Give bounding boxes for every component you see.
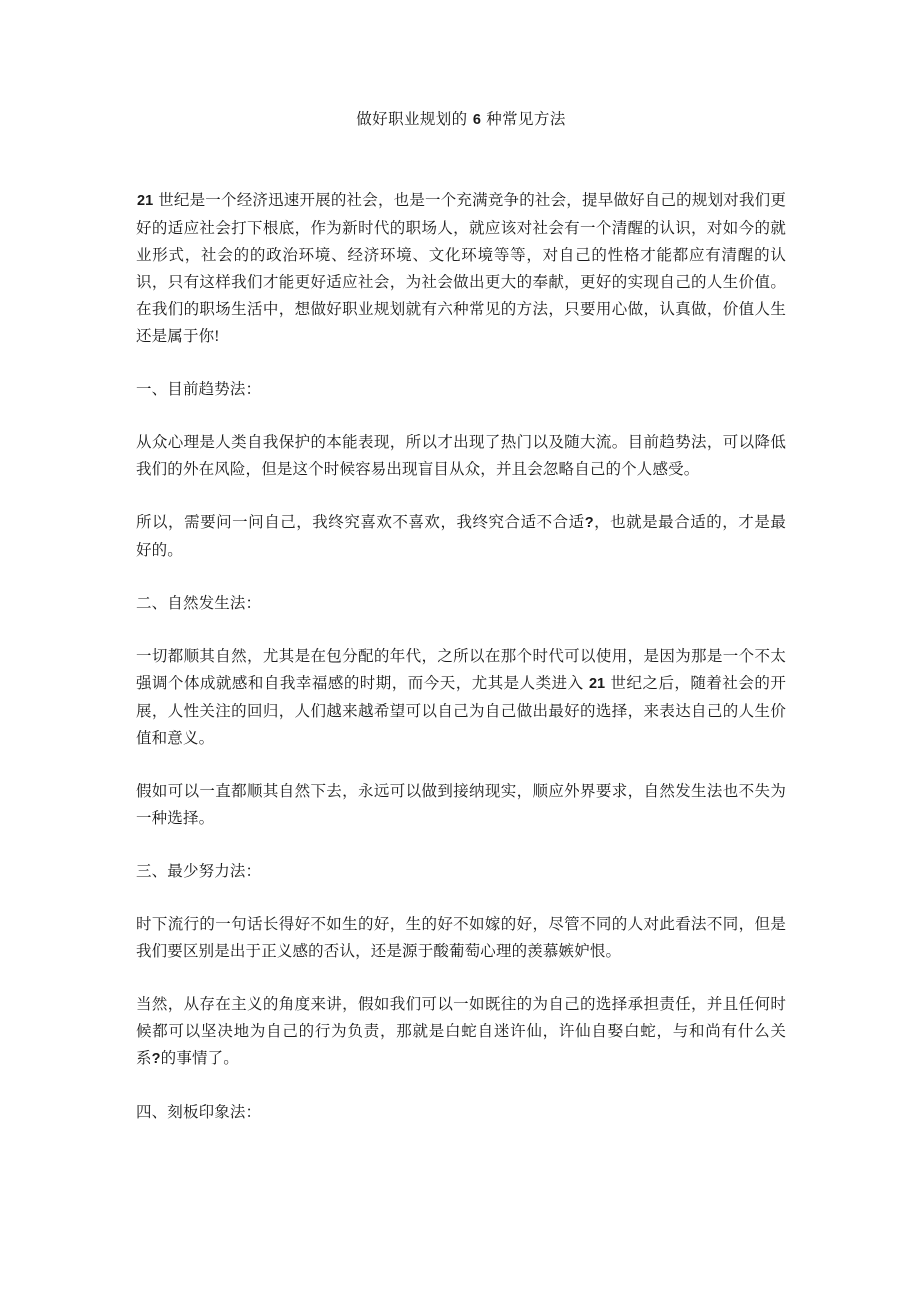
section-heading-3: 三、最少努力法： bbox=[136, 863, 262, 880]
paragraph-2-2: 假如可以一直都顺其自然下去，永远可以做到接纳现实，顺应外界要求，自然发生法也不失为一种选择。 bbox=[136, 783, 786, 827]
latin-numeral: 21 bbox=[588, 676, 606, 692]
question-mark: ? bbox=[584, 515, 594, 531]
paragraph-1-1: 从众心理是人类自我保护的本能表现，所以才出现了热门以及随大流。目前趋势法，可以降低我们的外在风险，但是这个时候容易出现盲目从众，并且会忽略自己的个人感受。 bbox=[136, 434, 786, 478]
paragraph-3-2: 当然，从存在主义的角度来讲，假如我们可以一如既往的为自己的选择承担责任，并且任何时候都可以坚决地为自己的行为负责，那就是白蛇自迷许仙，许仙自娶白蛇，与和尚有什么关系?的事情了。 bbox=[136, 996, 786, 1067]
paragraph-1-2: 所以，需要问一问自己，我终究喜欢不喜欢，我终究合适不合适?，也就是最合适的，才是最好的。 bbox=[136, 514, 786, 559]
latin-numeral: 21 bbox=[137, 193, 154, 209]
page-title: 做好职业规划的 6 种常见方法 bbox=[356, 111, 566, 128]
document-body bbox=[136, 106, 786, 1126]
paragraph-intro: 21 世纪是一个经济迅速开展的社会，也是一个充满竞争的社会，提早做好自己的规划对我们更好的适应社会打下根底，作为新时代的职场人，就应该对社会有一个清醒的认识，对如今的就业形式，社会的的政治环境、经济环境、文化环境等等，对自己的性格才能都应有清醒的认识，只有这样我们才能更好适应社会，为社会做出更大的奉献，更好的实现自己的人生价值。在我们的职场生活中，想做好职业规划就有六种常见的方法，只要用心做，认真做，价值人生还是属于你! bbox=[136, 192, 786, 345]
latin-numeral: 6 bbox=[472, 112, 481, 128]
section-heading-2: 二、自然发生法： bbox=[136, 595, 262, 612]
paragraph-3-1: 时下流行的一句话长得好不如生的好，生的好不如嫁的好，尽管不同的人对此看法不同，但是我们要区别是出于正义感的否认，还是源于酸葡萄心理的羡慕嫉妒恨。 bbox=[136, 916, 786, 960]
section-heading-1: 一、目前趋势法： bbox=[136, 381, 262, 398]
paragraph-2-1: 一切都顺其自然，尤其是在包分配的年代，之所以在那个时代可以使用，是因为那是一个不太强调个体成就感和自我幸福感的时期，而今天，尤其是人类进入 21 世纪之后，随着社会的开展，人性关注的回归，人们越来越希望可以自己为自己做出最好的选择，来表达自己的人生价值和意义。 bbox=[136, 648, 786, 747]
question-mark: ? bbox=[151, 1051, 161, 1067]
section-heading-4: 四、刻板印象法： bbox=[136, 1104, 262, 1121]
